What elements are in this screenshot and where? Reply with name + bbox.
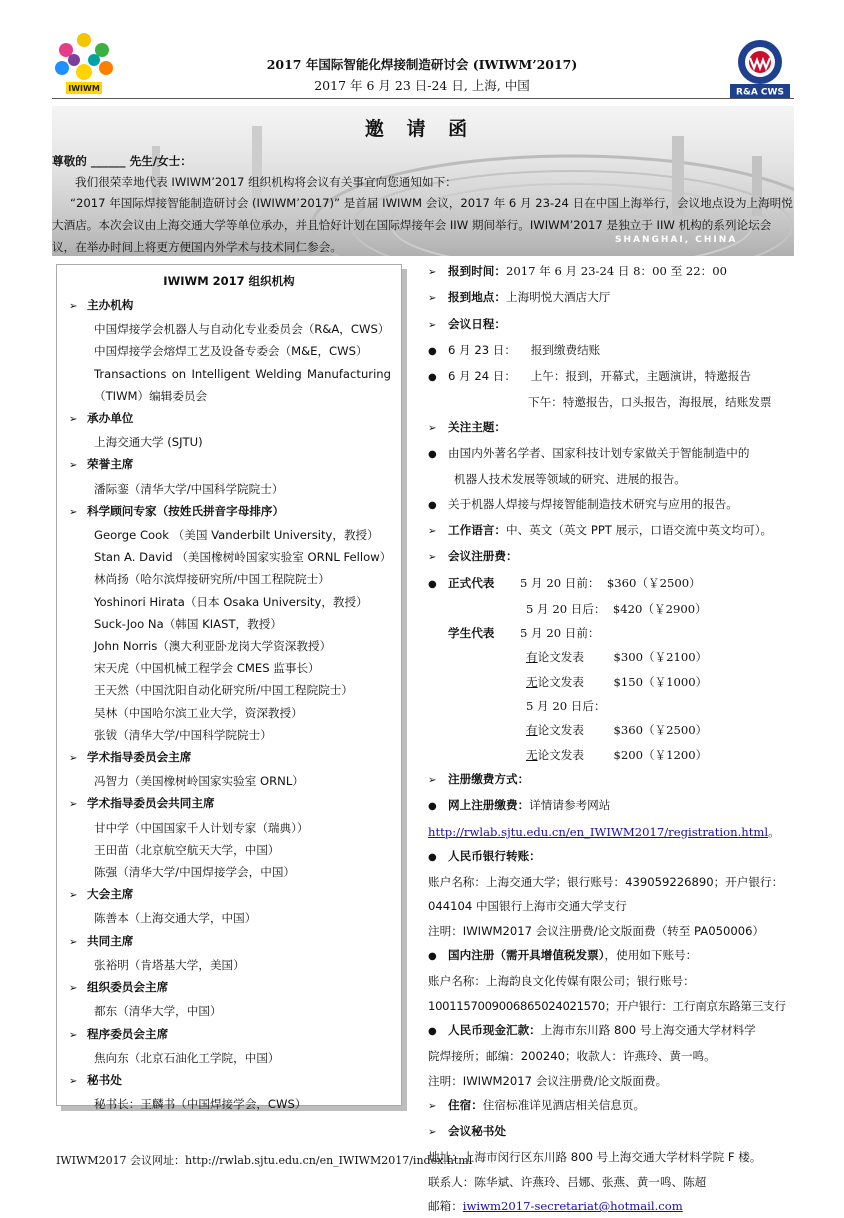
topic-1	[428, 441, 800, 467]
arrow-icon: ➢	[69, 460, 78, 472]
payment-label: 注册缴费方式：	[448, 771, 530, 786]
org-member: 王天然（中国沈阳自动化研究所/中国工程院院士）	[94, 683, 353, 698]
fee-label: 会议注册费：	[448, 549, 518, 564]
bullet-icon: ●	[428, 578, 437, 590]
org-section-heading	[65, 500, 393, 524]
org-member: 中国焊接学会机器人与自动化专业委员会（R&A，CWS）	[94, 322, 390, 337]
arrow-icon: ➢	[428, 293, 437, 305]
language-row	[428, 518, 800, 544]
org-section-title: 主办机构	[87, 298, 134, 312]
bank-line-2	[428, 894, 800, 918]
org-member: Yoshinori Hirata（日本 Osaka University，教授）	[94, 594, 368, 609]
bullet-icon: ●	[428, 1025, 437, 1037]
topic-2	[428, 492, 800, 518]
org-section-heading	[65, 930, 393, 954]
page-title: 2017 年国际智能化焊接制造研讨会 (IWIWM’2017)	[266, 57, 578, 72]
student-after: 5 月 20 日后：	[526, 699, 606, 714]
domestic-text: ，使用如下账号：	[604, 948, 698, 963]
organization-panel	[56, 264, 402, 1112]
org-section-title: 学术指导委员会主席	[87, 750, 192, 765]
org-member: 焦向东（北京石油化工学院，中国）	[94, 1050, 280, 1065]
logo-caption: R&A CWS	[736, 87, 784, 98]
arrow-icon: ➢	[428, 319, 437, 331]
arrow-icon: ➢	[69, 936, 78, 948]
registration-link[interactable]: http://rwlab.sjtu.edu.cn/en_IWIWM2017/registration.html	[428, 824, 769, 839]
secretariat-label: 会议秘书处	[448, 1124, 506, 1139]
org-section-title: 科学顾问专家（按姓氏拼音字母排序）	[87, 503, 285, 518]
with-paper-underline: 有	[526, 650, 538, 665]
fee-student-yes-2	[428, 718, 800, 742]
org-section-title: 程序委员会主席	[87, 1026, 169, 1041]
org-section-title: 大会主席	[87, 887, 134, 902]
schedule-day-24-afternoon	[428, 390, 800, 414]
online-link-row	[428, 820, 800, 844]
bank-branch: 044104 中国银行上海市交通大学支行	[428, 899, 627, 914]
cash-remit	[428, 1018, 800, 1044]
arrow-icon: ➢	[428, 422, 437, 434]
org-member: （TIWM）编辑委员会	[94, 388, 208, 403]
cash-line-3	[428, 1069, 800, 1093]
schedule-day-23	[428, 338, 800, 364]
fee-student-no-1	[428, 670, 800, 694]
student-without-paper-after: 论文发表 $200（￥1200）	[537, 747, 708, 762]
schedule-row	[428, 312, 800, 338]
org-member: Suck-Joo Na（韩国 KIAST，教授）	[94, 616, 282, 631]
online-link-end: 。	[768, 824, 780, 839]
fee-student-no-2	[428, 743, 800, 767]
org-section-heading	[65, 883, 393, 907]
org-section-title: 秘书处	[87, 1072, 122, 1087]
student-with-paper-after: 论文发表 $360（￥2500）	[537, 723, 708, 738]
student-before: 5 月 20 日前：	[520, 626, 600, 641]
org-member: 潘际銮（清华大学/中国科学院院士）	[94, 481, 284, 496]
org-member: 秘书长：王麟书（中国焊接学会，CWS）	[94, 1097, 307, 1112]
arrow-icon: ➢	[69, 1029, 78, 1041]
reg-time-label: 报到时间：	[448, 264, 506, 278]
email-label: 邮箱：	[428, 1198, 463, 1213]
schedule-label: 会议日程：	[448, 316, 506, 331]
org-member: 张钹（清华大学/中国科学院院士）	[94, 727, 272, 742]
arrow-icon: ➢	[69, 1075, 78, 1087]
cash-text: 上海市东川路 800 号上海交通大学材料学	[540, 1022, 756, 1037]
language-label: 工作语言：	[448, 522, 506, 537]
arrow-icon: ➢	[428, 525, 437, 537]
formal-fee-before: 5 月 20 日前： $360（￥2500）	[520, 575, 701, 590]
org-section-heading	[65, 792, 393, 816]
iwiwm-logo	[52, 32, 116, 98]
reg-place-row	[428, 285, 800, 311]
footer-website: IWIWM2017 会议网址：http://rwlab.sjtu.edu.cn/en_IWIWM2017/index.html	[56, 1154, 473, 1167]
arrow-icon: ➢	[428, 1127, 437, 1139]
org-member: John Norris（澳大利亚卧龙岗大学资深教授）	[94, 639, 332, 654]
org-member: 上海交通大学 (SJTU)	[94, 435, 203, 450]
cash-note: 注明：IWIWM2017 会议注册费/论文版面费。	[428, 1073, 668, 1088]
bullet-icon: ●	[428, 449, 437, 461]
domestic-line-2	[428, 994, 800, 1018]
org-section-heading	[65, 294, 393, 318]
org-member: George Cook （美国 Vanderbilt University，教授）	[94, 528, 379, 543]
organization-list	[65, 294, 393, 1115]
reg-place-value: 上海明悦大酒店大厅	[505, 290, 611, 305]
org-member: Stan A. David （美国橡树岭国家实验室 ORNL Fellow）	[94, 550, 392, 565]
arrow-icon: ➢	[428, 552, 437, 564]
student-label: 学生代表	[448, 626, 495, 641]
email-row	[428, 1194, 800, 1218]
org-member: 冯智力（美国橡树岭国家实验室 ORNL）	[94, 774, 304, 789]
org-member: 吴林（中国哈尔滨工业大学，资深教授）	[94, 705, 303, 720]
arrow-icon: ➢	[69, 414, 78, 426]
organization-title: IWIWM 2017 组织机构	[163, 274, 295, 288]
online-label: 网上注册缴费：	[448, 798, 530, 813]
schedule-day-24	[428, 364, 800, 390]
online-text: 详情请参考网站	[529, 798, 611, 813]
topic-1-line-2: 机器人技术发展等领域的研究、进展的报告。	[454, 472, 686, 487]
without-paper-underline: 无	[526, 747, 538, 762]
invitation-title: 邀 请 函	[364, 118, 476, 140]
formal-label: 正式代表	[448, 575, 495, 590]
greeting: 尊敬的 ______ 先生/女士：	[52, 154, 192, 168]
bullet-icon: ●	[428, 499, 437, 511]
fee-student-1	[428, 621, 800, 645]
topic-1-cont	[428, 467, 800, 491]
fee-formal-2	[428, 597, 800, 621]
org-section-heading	[65, 453, 393, 477]
logo-text: IWIWM	[68, 84, 100, 93]
arrow-icon: ➢	[69, 753, 78, 765]
fee-row	[428, 544, 800, 570]
without-paper-underline: 无	[526, 674, 538, 689]
banner-city-label: SHANGHAI, CHINA	[615, 235, 738, 245]
cws-logo	[726, 36, 794, 100]
header-divider	[52, 98, 794, 99]
org-section-heading	[65, 407, 393, 431]
org-section-title: 组织委员会主席	[87, 980, 169, 995]
student-with-paper-before: 论文发表 $300（￥2100）	[537, 650, 708, 665]
org-member: Transactions on Intelligent Welding Manufacturing	[94, 366, 391, 381]
online-payment	[428, 793, 800, 819]
secretariat-row	[428, 1119, 800, 1145]
secretariat-address: 地址：上海市闵行区东川路 800 号上海交通大学材料学院 F 楼。	[428, 1150, 762, 1165]
formal-fee-after: 5 月 20 日后： $420（￥2900）	[526, 601, 707, 616]
arrow-icon: ➢	[69, 983, 78, 995]
domestic-bank: 1001157009006865024021570；开户银行：工行南京东路第三支行	[428, 998, 786, 1013]
contact-row	[428, 1170, 800, 1194]
org-section-heading	[65, 976, 393, 1000]
topic-2-text: 关于机器人焊接与焊接智能制造技术研究与应用的报告。	[448, 496, 738, 511]
org-member: 都东（清华大学，中国）	[94, 1004, 222, 1019]
bank-transfer	[428, 844, 800, 870]
secretariat-contacts: 联系人：陈华斌、许燕玲、吕娜、张燕、黄一鸣、陈超	[428, 1174, 707, 1189]
with-paper-underline: 有	[526, 723, 538, 738]
intro-paragraph-1: 我们很荣幸地代表 IWIWM’2017 组织机构将会议有关事宜向您通知如下：	[75, 175, 457, 189]
topics-row	[428, 415, 800, 441]
cash-recipient: 院焊接所；邮编：200240；收款人：许燕玲、黄一鸣。	[428, 1049, 716, 1064]
stay-value: 住宿标准详见酒店相关信息页。	[482, 1097, 646, 1112]
org-section-title: 承办单位	[87, 411, 134, 426]
domestic-reg	[428, 943, 800, 969]
schedule-day-24-afternoon-text: 下午：特邀报告，口头报告，海报展，结账发票	[528, 395, 772, 410]
bank-label: 人民币银行转账：	[448, 848, 541, 863]
secretariat-email-link[interactable]: iwiwm2017-secretariat@hotmail.com	[462, 1198, 683, 1213]
org-member: 甘中学（中国国家千人计划专家（瑞典））	[94, 820, 309, 835]
intro-paragraph-2: “2017 年国际焊接智能制造研讨会 (IWIWM’2017)” 是首届 IWIWM 会议，2017 年 6 月 23-24 日在中国上海举行，会议地点设为上海明悦大酒店。本次会议由上海交通大学等单位承办，并且恰好计划在国际焊接年会 IIW 期间举行。IWIWM’2017 是独立于 IIW 机构的系列论坛会议，在举办时间上将更方便国内外学术与技术同仁参会。	[52, 196, 793, 254]
org-section-title: 学术指导委员会共同主席	[87, 796, 215, 811]
bank-note: 注明：IWIWM2017 会议注册费/论文版面费（转至 PA050006）	[428, 923, 765, 938]
cash-label: 人民币现金汇款：	[448, 1022, 541, 1037]
stay-row	[428, 1093, 800, 1119]
bank-line-1	[428, 870, 800, 894]
arrow-icon: ➢	[69, 301, 78, 312]
student-without-paper-before: 论文发表 $150（￥1000）	[537, 674, 708, 689]
org-member: 中国焊接学会熔焊工艺及设备专委会（M&E，CWS）	[94, 344, 368, 359]
arrow-icon: ➢	[428, 774, 437, 786]
org-section-heading	[65, 1069, 393, 1093]
arrow-icon: ➢	[428, 267, 437, 278]
reg-time-row	[428, 259, 800, 285]
schedule-day-24-text: 6 月 24 日： 上午：报到，开幕式，主题演讲，特邀报告	[448, 369, 751, 384]
reg-time-value: 2017 年 6 月 23-24 日 8：00 至 22：00	[505, 264, 727, 278]
org-member: 陈善本（上海交通大学，中国）	[94, 911, 257, 926]
org-member: 陈强（清华大学/中国焊接学会，中国）	[94, 865, 296, 880]
page-subtitle: 2017 年 6 月 23 日-24 日, 上海, 中国	[314, 78, 530, 93]
bank-account: 账户名称：上海交通大学；银行账号：439059226890；开户银行：	[428, 875, 784, 890]
fee-formal-1	[428, 571, 800, 597]
bullet-icon: ●	[428, 801, 437, 813]
domestic-label: 国内注册（需开具增值税发票）	[448, 948, 605, 963]
arrow-icon: ➢	[69, 799, 78, 811]
arrow-icon: ➢	[69, 506, 78, 518]
org-member: 林尚扬（哈尔滨焊接研究所/中国工程院院士）	[94, 572, 330, 587]
stay-label: 住宿：	[448, 1097, 483, 1112]
domestic-account: 账户名称：上海韵良文化传媒有限公司；银行账号：	[428, 974, 695, 989]
payment-row	[428, 767, 800, 793]
registration-info	[428, 259, 800, 1218]
org-section-heading	[65, 1023, 393, 1047]
language-value: 中、英文（英文 PPT 展示，口语交流中英文均可）。	[505, 522, 773, 537]
bullet-icon: ●	[428, 951, 437, 963]
org-section-title: 共同主席	[87, 933, 134, 948]
org-section-title: 荣誉主席	[87, 457, 134, 472]
org-member: 张裕明（肯塔基大学，美国）	[94, 957, 245, 972]
bank-line-3	[428, 919, 800, 943]
fee-student-yes-1	[428, 645, 800, 669]
bullet-icon: ●	[428, 372, 437, 384]
org-section-heading	[65, 746, 393, 770]
org-member: 宋天虎（中国机械工程学会 CMES 监事长）	[94, 661, 320, 676]
bullet-icon: ●	[428, 851, 437, 863]
domestic-line-1	[428, 969, 800, 993]
bullet-icon: ●	[428, 345, 437, 357]
schedule-day-23-text: 6 月 23 日： 报到缴费结账	[448, 342, 601, 357]
arrow-icon: ➢	[428, 1100, 437, 1112]
org-member: 王田苗（北京航空航天大学，中国）	[94, 842, 280, 857]
fee-student-after	[428, 694, 800, 718]
topics-label: 关注主题：	[448, 419, 506, 434]
address-row	[428, 1145, 800, 1169]
cash-line-2	[428, 1044, 800, 1068]
reg-place-label: 报到地点：	[448, 290, 506, 305]
topic-1-line-1: 由国内外著名学者、国家科技计划专家做关于智能制造中的	[448, 446, 750, 461]
arrow-icon: ➢	[69, 890, 78, 902]
